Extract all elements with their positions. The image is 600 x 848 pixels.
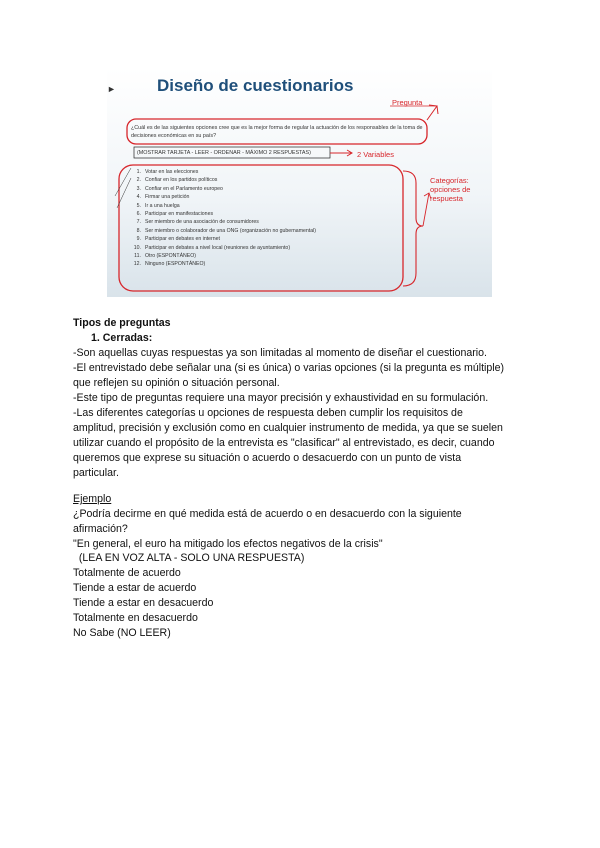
- paragraph-line: utilizar cuando el propósito de la entrevista es "clasificar" al entrevistado, es decir, cuando: [73, 437, 495, 449]
- subsection-heading: 1. Cerradas:: [91, 332, 153, 344]
- slide-option: 5. Ir a una huelga: [136, 202, 180, 209]
- paragraph-line: queremos que exprese su situación o acuerdo o desacuerdo con un punto de vista: [73, 452, 462, 464]
- slide-variables-text: (MOSTRAR TARJETA - LEER - ORDENAR - MÁXIMO 2 RESPUESTAS): [137, 150, 311, 156]
- example-line: ¿Podría decirme en qué medida está de acuerdo o en desacuerdo con la siguiente: [73, 508, 462, 520]
- answer-option: Totalmente de acuerdo: [73, 567, 181, 579]
- slide-question-text: ¿Cuál es de las siguientes opciones cree que es la mejor forma de regular la actuación de los responsables de la toma de decisiones económicas en su país?: [131, 125, 423, 139]
- example-line: afirmación?: [73, 523, 128, 535]
- answer-option: Tiende a estar de acuerdo: [73, 582, 197, 594]
- answer-option: Totalmente en desacuerdo: [73, 612, 198, 624]
- question-arrow: [427, 105, 438, 120]
- label-categorias: Categorías: opciones de respuesta: [430, 176, 471, 203]
- slide-option: 8. Ser miembro o colaborador de una ONG (organización no gubernamental): [136, 227, 316, 234]
- paragraph-line: que reflejen su opinión o situación personal.: [73, 377, 280, 389]
- example-line: (LEA EN VOZ ALTA - SOLO UNA RESPUESTA): [73, 552, 305, 564]
- slide-title: Diseño de cuestionarios: [157, 76, 354, 95]
- slide-option: 3. Confiar en el Parlamento europeo: [136, 185, 223, 192]
- paragraph-line: -Son aquellas cuyas respuestas ya son limitadas al momento de diseñar el cuestionario.: [73, 347, 487, 359]
- example-line: "En general, el euro ha mitigado los efectos negativos de la crisis": [73, 538, 383, 550]
- label-variables: 2 Variables: [357, 150, 394, 159]
- answer-option: No Sabe (NO LEER): [73, 627, 171, 639]
- variables-arrow: [330, 150, 352, 156]
- slide-option: 12. Ninguno (ESPONTÁNEO): [133, 261, 206, 268]
- section-heading: Tipos de preguntas: [73, 317, 171, 329]
- paragraph-line: -Las diferentes categorías u opciones de respuesta deben cumplir los requisitos de: [73, 407, 463, 419]
- slide-option: 10. Participar en debates a nivel local (reuniones de ayuntamiento): [133, 244, 291, 251]
- paragraph-line: amplitud, precisión y exclusión como en cualquier instrumento de medida, ya que se suelen: [73, 422, 503, 434]
- slide-option: 9. Participar en debates en internet: [136, 236, 220, 243]
- slide-options-list: [131, 168, 316, 269]
- label-pregunta: Pregunta: [392, 98, 423, 107]
- slide-option: 7. Ser miembro de una asociación de consumidores: [136, 219, 259, 226]
- slide-option: 6. Participar en manifestaciones: [136, 211, 214, 218]
- paragraph-line: -Este tipo de preguntas requiere una mayor precisión y exhaustividad en su formulación.: [73, 392, 489, 404]
- paragraph-line: -El entrevistado debe señalar una (si es única) o varias opciones (si la pregunta es múltiple): [73, 362, 505, 374]
- slide-option: 1. Votar en las elecciones: [136, 169, 199, 175]
- slide-image: [107, 68, 492, 297]
- slide-option: 2. Confiar en los partidos políticos: [136, 177, 218, 184]
- options-brace: [403, 171, 423, 286]
- slide-option: 11. Otro (ESPONTÁNEO): [134, 253, 197, 260]
- answer-option: Tiende a estar en desacuerdo: [73, 597, 214, 609]
- paragraph-line: particular.: [73, 467, 119, 479]
- example-heading: Ejemplo: [73, 493, 112, 505]
- slide-option: 4. Firmar una petición: [136, 194, 190, 201]
- slide-bullet-icon: ►: [107, 84, 116, 94]
